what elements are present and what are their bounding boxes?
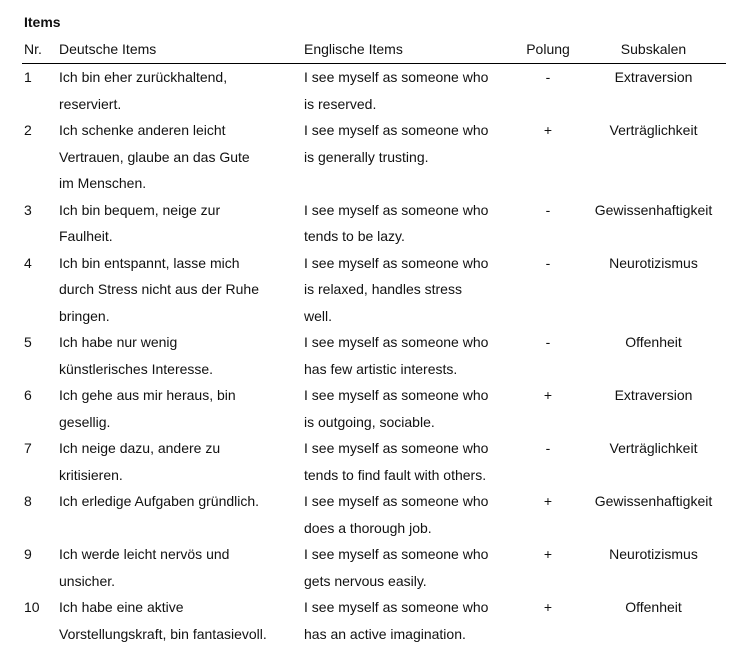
cell-line: gesellig. xyxy=(59,413,111,430)
cell-deutsches-item xyxy=(57,250,302,330)
cell-line: I see myself as someone who xyxy=(304,334,489,350)
cell-line: kritisieren. xyxy=(59,466,123,483)
cell-line: I see myself as someone who xyxy=(304,254,489,271)
table-row xyxy=(22,435,726,488)
table-row xyxy=(22,117,726,197)
cell-line: I see myself as someone who xyxy=(304,387,489,403)
cell-deutsches-item xyxy=(57,64,302,118)
section-title: Items xyxy=(24,14,61,30)
cell-nr: 5 xyxy=(24,334,32,350)
cell-line: im Menschen. xyxy=(59,175,147,191)
cell-englisches-item xyxy=(302,382,515,435)
cell-line: is reserved. xyxy=(304,95,377,112)
cell-line: Ich habe nur wenig xyxy=(59,334,178,350)
cell-nr: 3 xyxy=(24,201,32,218)
cell-line: Vorstellungskraft, bin fantasievoll. xyxy=(59,625,267,642)
cell-line: I see myself as someone who xyxy=(304,493,489,509)
cell-englisches-item xyxy=(302,541,515,594)
table-row xyxy=(22,541,726,594)
cell-polung: + xyxy=(543,387,553,403)
cell-polung: - xyxy=(545,440,551,456)
cell-subskala: Verträglichkeit xyxy=(609,122,698,138)
cell-subskala: Neurotizismus xyxy=(609,546,698,562)
cell-line: Ich bin bequem, neige zur xyxy=(59,201,221,218)
cell-englisches-item xyxy=(302,329,515,382)
cell-deutsches-item xyxy=(57,435,302,488)
cell-polung: - xyxy=(545,69,551,85)
cell-line: is outgoing, sociable. xyxy=(304,413,435,430)
cell-line: I see myself as someone who xyxy=(304,122,489,138)
cell-line: tends to find fault with others. xyxy=(304,466,487,483)
cell-line: Ich bin eher zurückhaltend, xyxy=(59,69,228,85)
cell-line: Faulheit. xyxy=(59,228,113,244)
cell-line: durch Stress nicht aus der Ruhe xyxy=(59,281,259,297)
cell-deutsches-item xyxy=(57,382,302,435)
cell-nr: 10 xyxy=(24,599,40,615)
cell-subskala: Gewissenhaftigkeit xyxy=(594,493,713,509)
cell-englisches-item xyxy=(302,488,515,541)
cell-nr: 9 xyxy=(24,546,32,562)
cell-line: gets nervous easily. xyxy=(304,572,427,589)
cell-polung: + xyxy=(543,122,553,138)
cell-deutsches-item xyxy=(57,488,302,541)
cell-englisches-item xyxy=(302,250,515,330)
header-englische-items: Englische Items xyxy=(302,36,515,64)
cell-deutsches-item xyxy=(57,541,302,594)
cell-polung: + xyxy=(543,599,553,615)
cell-line: I see myself as someone who xyxy=(304,69,489,85)
cell-line: tends to be lazy. xyxy=(304,228,405,244)
header-nr: Nr. xyxy=(22,36,57,64)
cell-englisches-item xyxy=(302,435,515,488)
table-row xyxy=(22,250,726,330)
cell-polung: + xyxy=(543,546,553,562)
table-row xyxy=(22,197,726,250)
header-deutsche-items: Deutsche Items xyxy=(57,36,302,64)
cell-subskala: Neurotizismus xyxy=(609,254,698,271)
cell-line: I see myself as someone who xyxy=(304,440,489,456)
cell-nr: 7 xyxy=(24,440,32,456)
cell-line: I see myself as someone who xyxy=(304,599,489,615)
cell-englisches-item xyxy=(302,197,515,250)
cell-line: Ich schenke anderen leicht xyxy=(59,122,226,138)
cell-line: Ich bin entspannt, lasse mich xyxy=(59,254,240,271)
cell-line: unsicher. xyxy=(59,572,116,589)
cell-line: well. xyxy=(304,307,333,324)
cell-line: bringen. xyxy=(59,307,110,324)
cell-nr: 8 xyxy=(24,493,32,509)
cell-deutsches-item xyxy=(57,329,302,382)
items-table xyxy=(22,36,726,647)
table-row xyxy=(22,64,726,118)
header-subskalen: Subskalen xyxy=(581,36,726,64)
cell-line: künstlerisches Interesse. xyxy=(59,360,214,377)
cell-subskala: Gewissenhaftigkeit xyxy=(594,201,713,218)
cell-subskala: Extraversion xyxy=(614,387,693,403)
table-body xyxy=(22,64,726,648)
cell-line: Ich habe eine aktive xyxy=(59,599,184,615)
cell-englisches-item xyxy=(302,117,515,197)
cell-englisches-item xyxy=(302,594,515,647)
cell-line: has an active imagination. xyxy=(304,625,466,642)
table-row xyxy=(22,382,726,435)
cell-englisches-item xyxy=(302,64,515,118)
cell-line: Ich neige dazu, andere zu xyxy=(59,440,221,456)
cell-nr: 4 xyxy=(24,254,32,271)
cell-line: is generally trusting. xyxy=(304,148,429,165)
cell-nr: 6 xyxy=(24,387,32,403)
cell-subskala: Extraversion xyxy=(614,69,693,85)
cell-deutsches-item xyxy=(57,117,302,197)
cell-polung: - xyxy=(545,201,551,218)
table-row xyxy=(22,594,726,647)
cell-subskala: Offenheit xyxy=(625,599,682,615)
table-row xyxy=(22,488,726,541)
cell-nr: 1 xyxy=(24,69,32,85)
cell-line: does a thorough job. xyxy=(304,519,432,536)
cell-subskala: Offenheit xyxy=(625,334,682,350)
cell-subskala: Verträglichkeit xyxy=(609,440,698,456)
cell-line: Ich erledige Aufgaben gründlich. xyxy=(59,493,260,509)
cell-polung: - xyxy=(545,254,551,271)
cell-line: has few artistic interests. xyxy=(304,360,458,377)
cell-deutsches-item xyxy=(57,594,302,647)
cell-polung: - xyxy=(545,334,551,350)
table-header-row xyxy=(22,36,726,64)
cell-line: Ich werde leicht nervös und xyxy=(59,546,230,562)
cell-line: reserviert. xyxy=(59,95,122,112)
cell-nr: 2 xyxy=(24,122,32,138)
cell-line: I see myself as someone who xyxy=(304,546,489,562)
cell-deutsches-item xyxy=(57,197,302,250)
header-polung: Polung xyxy=(515,36,581,64)
cell-line: is relaxed, handles stress xyxy=(304,281,462,297)
cell-line: Ich gehe aus mir heraus, bin xyxy=(59,387,236,403)
cell-line: I see myself as someone who xyxy=(304,201,489,218)
table-row xyxy=(22,329,726,382)
cell-line: Vertrauen, glaube an das Gute xyxy=(59,148,250,165)
cell-polung: + xyxy=(543,493,553,509)
